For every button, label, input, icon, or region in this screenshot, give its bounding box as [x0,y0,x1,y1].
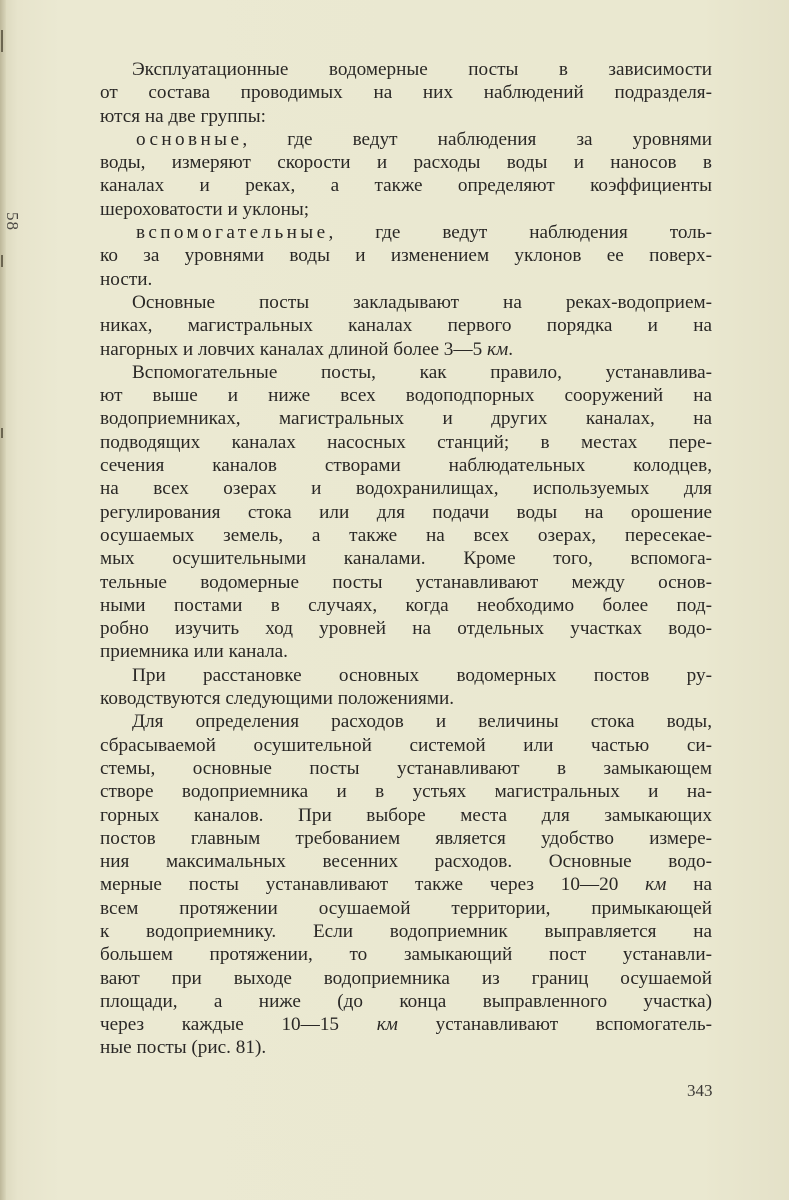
margin-mark [1,30,3,52]
page-number: 343 [687,1081,713,1100]
margin-mark [1,255,3,267]
text-line: каналах и реках, а также определяют коэффициенты [100,175,712,197]
text-line: регулирования стока или для подачи воды на орошение [100,501,712,523]
text-line: нагорных и ловчих каналах длиной более 3—5 км. [100,338,514,360]
text-line: робно изучить ход уровней на отдельных участках водо- [100,618,712,640]
text-line: от состава проводимых на них наблюдений подразделя- [100,82,712,104]
text-line: ют выше и ниже всех водоподпорных сооружений на [100,385,712,407]
text-line: стемы, основные посты устанавливают в замыкающем [100,757,712,779]
text-line: Вспомогательные посты, как правило, устанавлива- [132,361,712,383]
text-line: водоприемниках, магистральных и других каналах, на [100,408,712,430]
text-line: Эксплуатационные водомерные посты в зависимости [132,59,712,80]
text-line: к водоприемнику. Если водоприемник выправляется на [100,920,712,942]
text-line: ния максимальных весенних расходов. Основные водо- [100,851,712,873]
text-line: большем протяжении, то замыкающий пост устанавли- [100,944,712,966]
text-line: сечения каналов створами наблюдательных колодцев, [100,455,712,477]
text-line: осушаемых земель, а также на всех озерах, пересекае- [100,524,712,546]
text-line: приемника или канала. [100,641,288,663]
body-text [100,58,712,1060]
text-line: шероховатости и уклоны; [100,198,310,220]
text-line: вспомогательные, где ведут наблюдения толь- [136,222,712,244]
text-line: вают при выходе водоприемника из границ осушаемой [100,967,712,989]
text-line: мерные посты устанавливают также через 10—20 км на [100,874,712,896]
text-line: подводящих каналах насосных станций; в местах пере- [100,431,712,453]
text-line: площади, а ниже (до конца выправленного участка) [100,990,712,1012]
margin-page-note: 58 [3,212,22,231]
text-line: сбрасываемой осушительной системой или частью си- [100,734,712,756]
text-line: всем протяжении осушаемой территории, примыкающей [100,897,712,919]
text-line: мых осушительными каналами. Кроме того, вспомога- [100,548,712,570]
margin-mark [1,428,3,438]
text-line: на всех озерах и водохранилищах, используемых для [100,478,712,500]
text-line: ководствуются следующими положениями. [100,688,455,710]
text-line: горных каналов. При выборе места для замыкающих [100,804,712,826]
text-line: ко за уровнями воды и изменением уклонов ее поверх- [100,245,712,267]
text-line: ности. [100,268,153,290]
text-line: ются на две группы: [100,105,267,127]
text-line: Для определения расходов и величины стока воды, [132,711,712,733]
page-binding-edge [0,0,6,1200]
text-line: ные посты (рис. 81). [100,1037,267,1059]
text-line: При расстановке основных водомерных постов ру- [132,664,712,686]
text-line: основные, где ведут наблюдения за уровнями [136,128,712,150]
text-line: створе водоприемника и в устьях магистральных и на- [100,781,712,803]
text-line: воды, измеряют скорости и расходы воды и наносов в [100,152,712,174]
text-line: ными постами в случаях, когда необходимо более под- [100,594,712,616]
text-line: постов главным требованием является удобство измере- [100,827,712,849]
text-line: тельные водомерные посты устанавливают между основ- [100,571,712,593]
text-line: никах, магистральных каналах первого порядка и на [100,315,712,337]
text-line: Основные посты закладывают на реках-водоприем- [132,291,712,313]
text-line: через каждые 10—15 км устанавливают вспомогатель- [100,1014,712,1036]
